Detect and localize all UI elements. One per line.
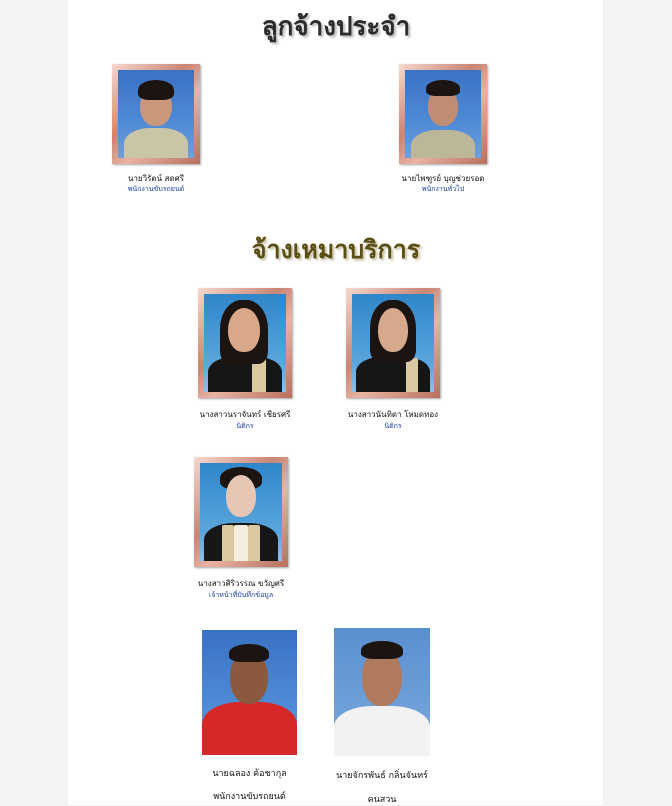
staff-name: นายวิรัตน์ สดศรี [127, 174, 185, 183]
staff-name: นายฉลอง ค้อชากุล [212, 769, 287, 779]
staff-role: พนักงานขับรถยนต์ [127, 185, 185, 193]
section-title-contract-staff: จ้างเหมาบริการ [251, 235, 421, 264]
photo-frame [399, 64, 487, 164]
staff-role: นิติกร [384, 422, 402, 430]
staff-role: เจ้าหน้าที่บันทึกข้อมูล [208, 591, 274, 599]
staff-photo [204, 294, 286, 392]
staff-photo [352, 294, 434, 392]
staff-photo [405, 70, 481, 158]
staff-photo [200, 463, 282, 561]
staff-name: นางสาวนันทิดา โหมดทอง [347, 410, 439, 419]
staff-role: พนักงานขับรถยนต์ [213, 792, 286, 802]
staff-photo [334, 628, 430, 756]
photo-frame [198, 288, 292, 398]
staff-name: นางสาวศิริวรรณ ขวัญศรี [197, 579, 285, 588]
staff-role: คนสวน [367, 795, 397, 805]
staff-photo [202, 630, 297, 755]
staff-name: นายไพฑูรย์ บุญช่วยรอด [401, 174, 485, 183]
staff-name: นางสาวนราจันทร์ เชียรศรี [199, 410, 291, 419]
photo-frame [194, 457, 288, 567]
photo-frame [112, 64, 200, 164]
photo-frame [346, 288, 440, 398]
staff-role: นิติกร [236, 422, 254, 430]
staff-photo [118, 70, 194, 158]
staff-role: พนักงานทั่วไป [421, 185, 465, 193]
staff-name: นายจักรพันธ์ กลิ่นจันทร์ [336, 771, 428, 781]
section-title-permanent-staff: ลูกจ้างประจำ [261, 12, 411, 42]
